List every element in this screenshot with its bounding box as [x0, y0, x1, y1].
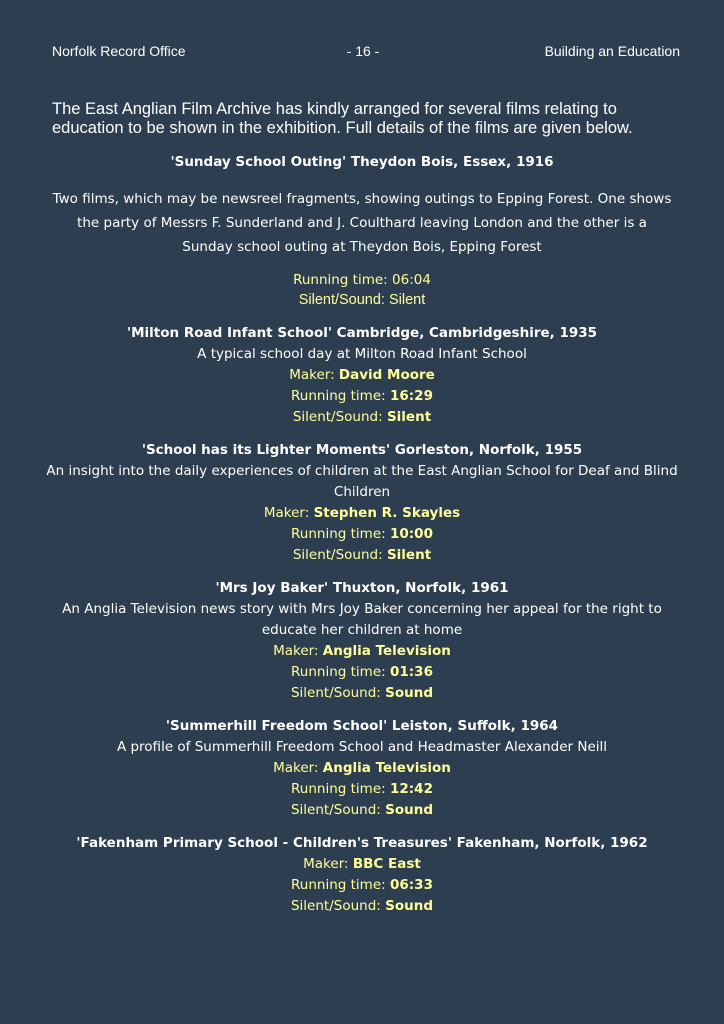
- film-running-time: [40, 779, 684, 800]
- running-time-label: Running time:: [293, 272, 393, 288]
- film-description: An insight into the daily experiences of children at the East Anglian School for Deaf and Blind Children: [46, 463, 678, 500]
- film-title: 'Sunday School Outing' Theydon Bois, Essex, 1916: [170, 154, 554, 170]
- header-organisation: Norfolk Record Office: [52, 43, 186, 59]
- running-time-label: Running time:: [291, 526, 390, 542]
- running-time-value: 06:33: [389, 877, 433, 893]
- sound-label: Silent/Sound:: [298, 292, 389, 308]
- film-title: 'Mrs Joy Baker' Thuxton, Norfolk, 1961: [215, 580, 509, 596]
- film-title: 'Summerhill Freedom School' Leiston, Suffolk, 1964: [165, 718, 559, 734]
- film-entry: [40, 578, 684, 704]
- sound-label: Silent/Sound:: [292, 547, 387, 563]
- film-description: A profile of Summerhill Freedom School and Headmaster Alexander Neill: [116, 739, 608, 755]
- film-title: 'Fakenham Primary School - Children's Treasures' Fakenham, Norfolk, 1962: [76, 835, 648, 851]
- running-time-value: 16:29: [389, 388, 433, 404]
- sound-label: Silent/Sound:: [290, 802, 386, 818]
- film-title: 'Milton Road Infant School' Cambridge, Cambridgeshire, 1935: [126, 325, 598, 341]
- film-entry: [40, 152, 684, 311]
- film-running-time: [40, 662, 684, 683]
- maker-label: Maker:: [303, 856, 353, 872]
- running-time-value: 01:36: [389, 664, 433, 680]
- maker-value: Anglia Television: [322, 643, 451, 659]
- maker-value: BBC East: [352, 856, 421, 872]
- sound-value: Silent: [386, 547, 432, 563]
- maker-label: Maker:: [273, 760, 323, 776]
- sound-label: Silent/Sound:: [290, 685, 386, 701]
- film-entry: [40, 833, 684, 917]
- film-sound: [40, 896, 684, 917]
- page-number-text: - 16 -: [346, 43, 380, 59]
- film-running-time: [40, 875, 684, 896]
- running-time-label: Running time:: [291, 781, 390, 797]
- film-sound: [40, 289, 684, 311]
- film-sound: [40, 407, 684, 428]
- sound-label: Silent/Sound:: [290, 898, 386, 914]
- page-header: [52, 43, 680, 63]
- film-sound: [40, 545, 684, 566]
- film-description: An Anglia Television news story with Mrs Joy Baker concerning her appeal for the right to educate her children at home: [62, 601, 662, 638]
- sound-value: Sound: [385, 898, 433, 914]
- film-running-time: [40, 271, 684, 289]
- maker-value: Stephen R. Skayles: [313, 505, 461, 521]
- film-entry: [40, 716, 684, 821]
- header-document-title: Building an Education: [544, 43, 680, 59]
- sound-label: Silent/Sound:: [292, 409, 387, 425]
- running-time-value: 06:04: [392, 272, 431, 288]
- film-list: [40, 152, 684, 917]
- maker-label: Maker:: [263, 505, 314, 521]
- sound-value: Silent: [386, 409, 432, 425]
- sound-value: Sound: [385, 802, 433, 818]
- intro-paragraph: The East Anglian Film Archive has kindly arranged for several films relating to education to be shown in the exhibition. Full details of the films are given below.: [52, 100, 633, 137]
- film-maker: [40, 641, 684, 662]
- film-sound: [40, 683, 684, 704]
- film-maker: [40, 854, 684, 875]
- film-running-time: [40, 524, 684, 545]
- maker-value: Anglia Television: [322, 760, 451, 776]
- film-title: 'School has its Lighter Moments' Gorleston, Norfolk, 1955: [141, 442, 583, 458]
- film-running-time: [40, 386, 684, 407]
- film-maker: [40, 365, 684, 386]
- maker-label: Maker:: [289, 367, 339, 383]
- running-time-label: Running time:: [291, 388, 390, 404]
- film-description: A typical school day at Milton Road Infant School: [197, 346, 527, 362]
- running-time-label: Running time:: [291, 877, 390, 893]
- running-time-value: 10:00: [389, 526, 433, 542]
- sound-value: Silent: [389, 292, 426, 308]
- film-maker: [40, 758, 684, 779]
- film-entry: [40, 440, 684, 566]
- film-description: Two films, which may be newsreel fragments, showing outings to Epping Forest. One shows the party of Messrs F. Sunderland and J. Coulthard leaving London and the other is a Sunday school outing at Theydon Bois, Epping Forest: [52, 191, 672, 255]
- maker-label: Maker:: [273, 643, 323, 659]
- film-sound: [40, 800, 684, 821]
- film-entry: [40, 323, 684, 428]
- running-time-value: 12:42: [389, 781, 433, 797]
- sound-value: Sound: [385, 685, 433, 701]
- running-time-label: Running time:: [291, 664, 390, 680]
- film-maker: [40, 503, 684, 524]
- maker-value: David Moore: [338, 367, 435, 383]
